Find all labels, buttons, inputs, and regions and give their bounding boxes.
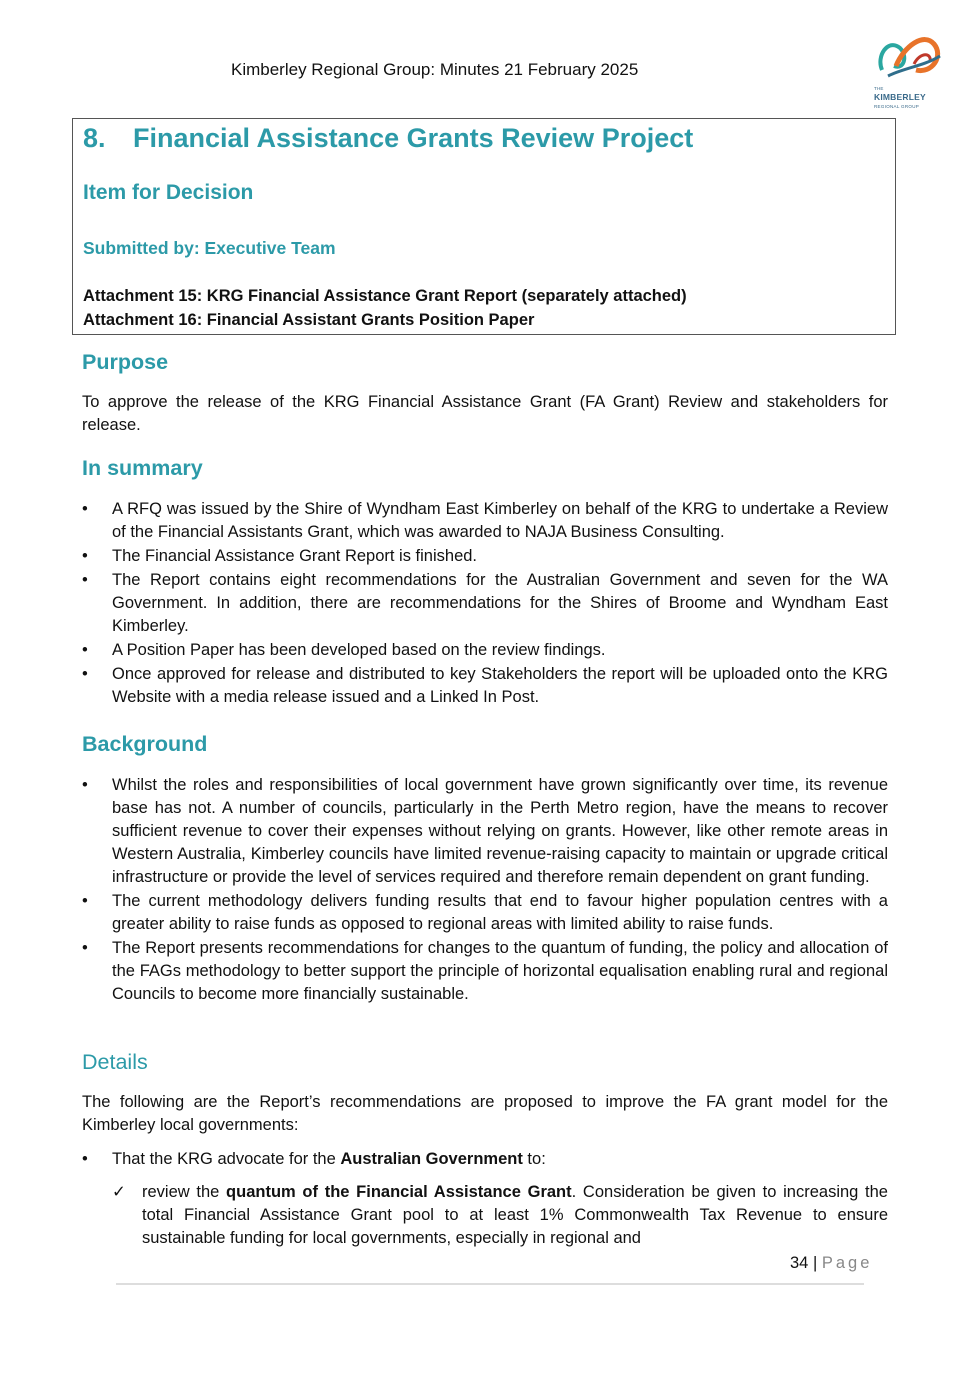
logo-small-text: THE: [874, 86, 884, 91]
item-number: 8.: [83, 123, 106, 153]
attachment-15: Attachment 15: KRG Financial Assistance Grant Report (separately attached): [83, 287, 687, 305]
kimberley-logo: [874, 26, 948, 108]
logo-tagline: REGIONAL GROUP: [874, 104, 920, 109]
item-title: [83, 123, 693, 154]
list-item: • The Report contains eight recommendations for the Australian Government and seven for the WA Government. In addition, there are recommendations for the Shires of Broome and Wyndham East Kimberley.: [82, 571, 888, 635]
purpose-text: To approve the release of the KRG Financial Assistance Grant (FA Grant) Review and stakeholders for release.: [82, 393, 888, 434]
list-item: • Whilst the roles and responsibilities of local government have grown significantly over time, its revenue base has not. A number of councils, particularly in the Perth Metro region, have the means to recover sufficient revenue to cover their expenses without relying on grants. However, like other remote areas in Western Australia, Kimberley councils have limited revenue-raising capacity to maintain or upgrade critical infrastructure or provide the level of services required and therefore remain dependent on grant funding.: [82, 776, 888, 886]
list-item: • The Report presents recommendations for changes to the quantum of funding, the policy and allocation of the FAGs methodology to better support the principle of horizontal equalisation enabling rural and regional Councils to become more financially sustainable.: [82, 939, 888, 1003]
checkmark-icon: ✓: [112, 1183, 126, 1201]
details-heading: Details: [82, 1050, 148, 1074]
item-submitted-by: Submitted by: Executive Team: [83, 238, 336, 258]
attachment-16: Attachment 16: Financial Assistant Grants Position Paper: [83, 311, 535, 329]
summary-heading: In summary: [82, 456, 203, 480]
details-check-list: [112, 1181, 888, 1250]
check-item: ✓ review the quantum of the Financial Assistance Grant. Consideration be given to increasing the total Financial Assistance Grant pool to at least 1% Commonwealth Tax Revenue to ensure sustainable funding for local governments, especially in regional and: [112, 1183, 888, 1247]
kimberley-logo-icon: [874, 26, 948, 86]
list-item: • That the KRG advocate for the Australian Government to:: [82, 1150, 546, 1168]
item-type: Item for Decision: [83, 181, 254, 204]
list-item: • A Position Paper has been developed based on the review findings.: [82, 641, 606, 659]
page-number: 34 | Page: [790, 1254, 873, 1272]
background-heading: Background: [82, 732, 208, 756]
list-item: • The Financial Assistance Grant Report is finished.: [82, 547, 478, 565]
details-intro: The following are the Report’s recommendations are proposed to improve the FA grant model for the Kimberley local governments:: [82, 1093, 888, 1134]
details-list: [82, 1148, 888, 1172]
list-item: • A RFQ was issued by the Shire of Wyndham East Kimberley on behalf of the KRG to undertake a Review of the Financial Assistants Grant, which was awarded to NAJA Business Consulting.: [82, 500, 888, 541]
item-title-text: Financial Assistance Grants Review Project: [133, 123, 694, 153]
background-list: [82, 774, 888, 1007]
list-item: • The current methodology delivers funding results that end to favour higher population centres with a greater ability to raise funds as opposed to regional areas with limited ability to raise funds.: [82, 892, 888, 933]
footer-divider: [116, 1283, 864, 1285]
summary-list: [82, 498, 888, 710]
logo-name: KIMBERLEY: [874, 92, 926, 102]
purpose-heading: Purpose: [82, 350, 169, 374]
document-header-title: Kimberley Regional Group: Minutes 21 February 2025: [231, 60, 639, 79]
item-header-box: [72, 118, 896, 335]
list-item: • Once approved for release and distributed to key Stakeholders the report will be uploaded onto the KRG Website with a media release issued and a Linked In Post.: [82, 665, 888, 706]
